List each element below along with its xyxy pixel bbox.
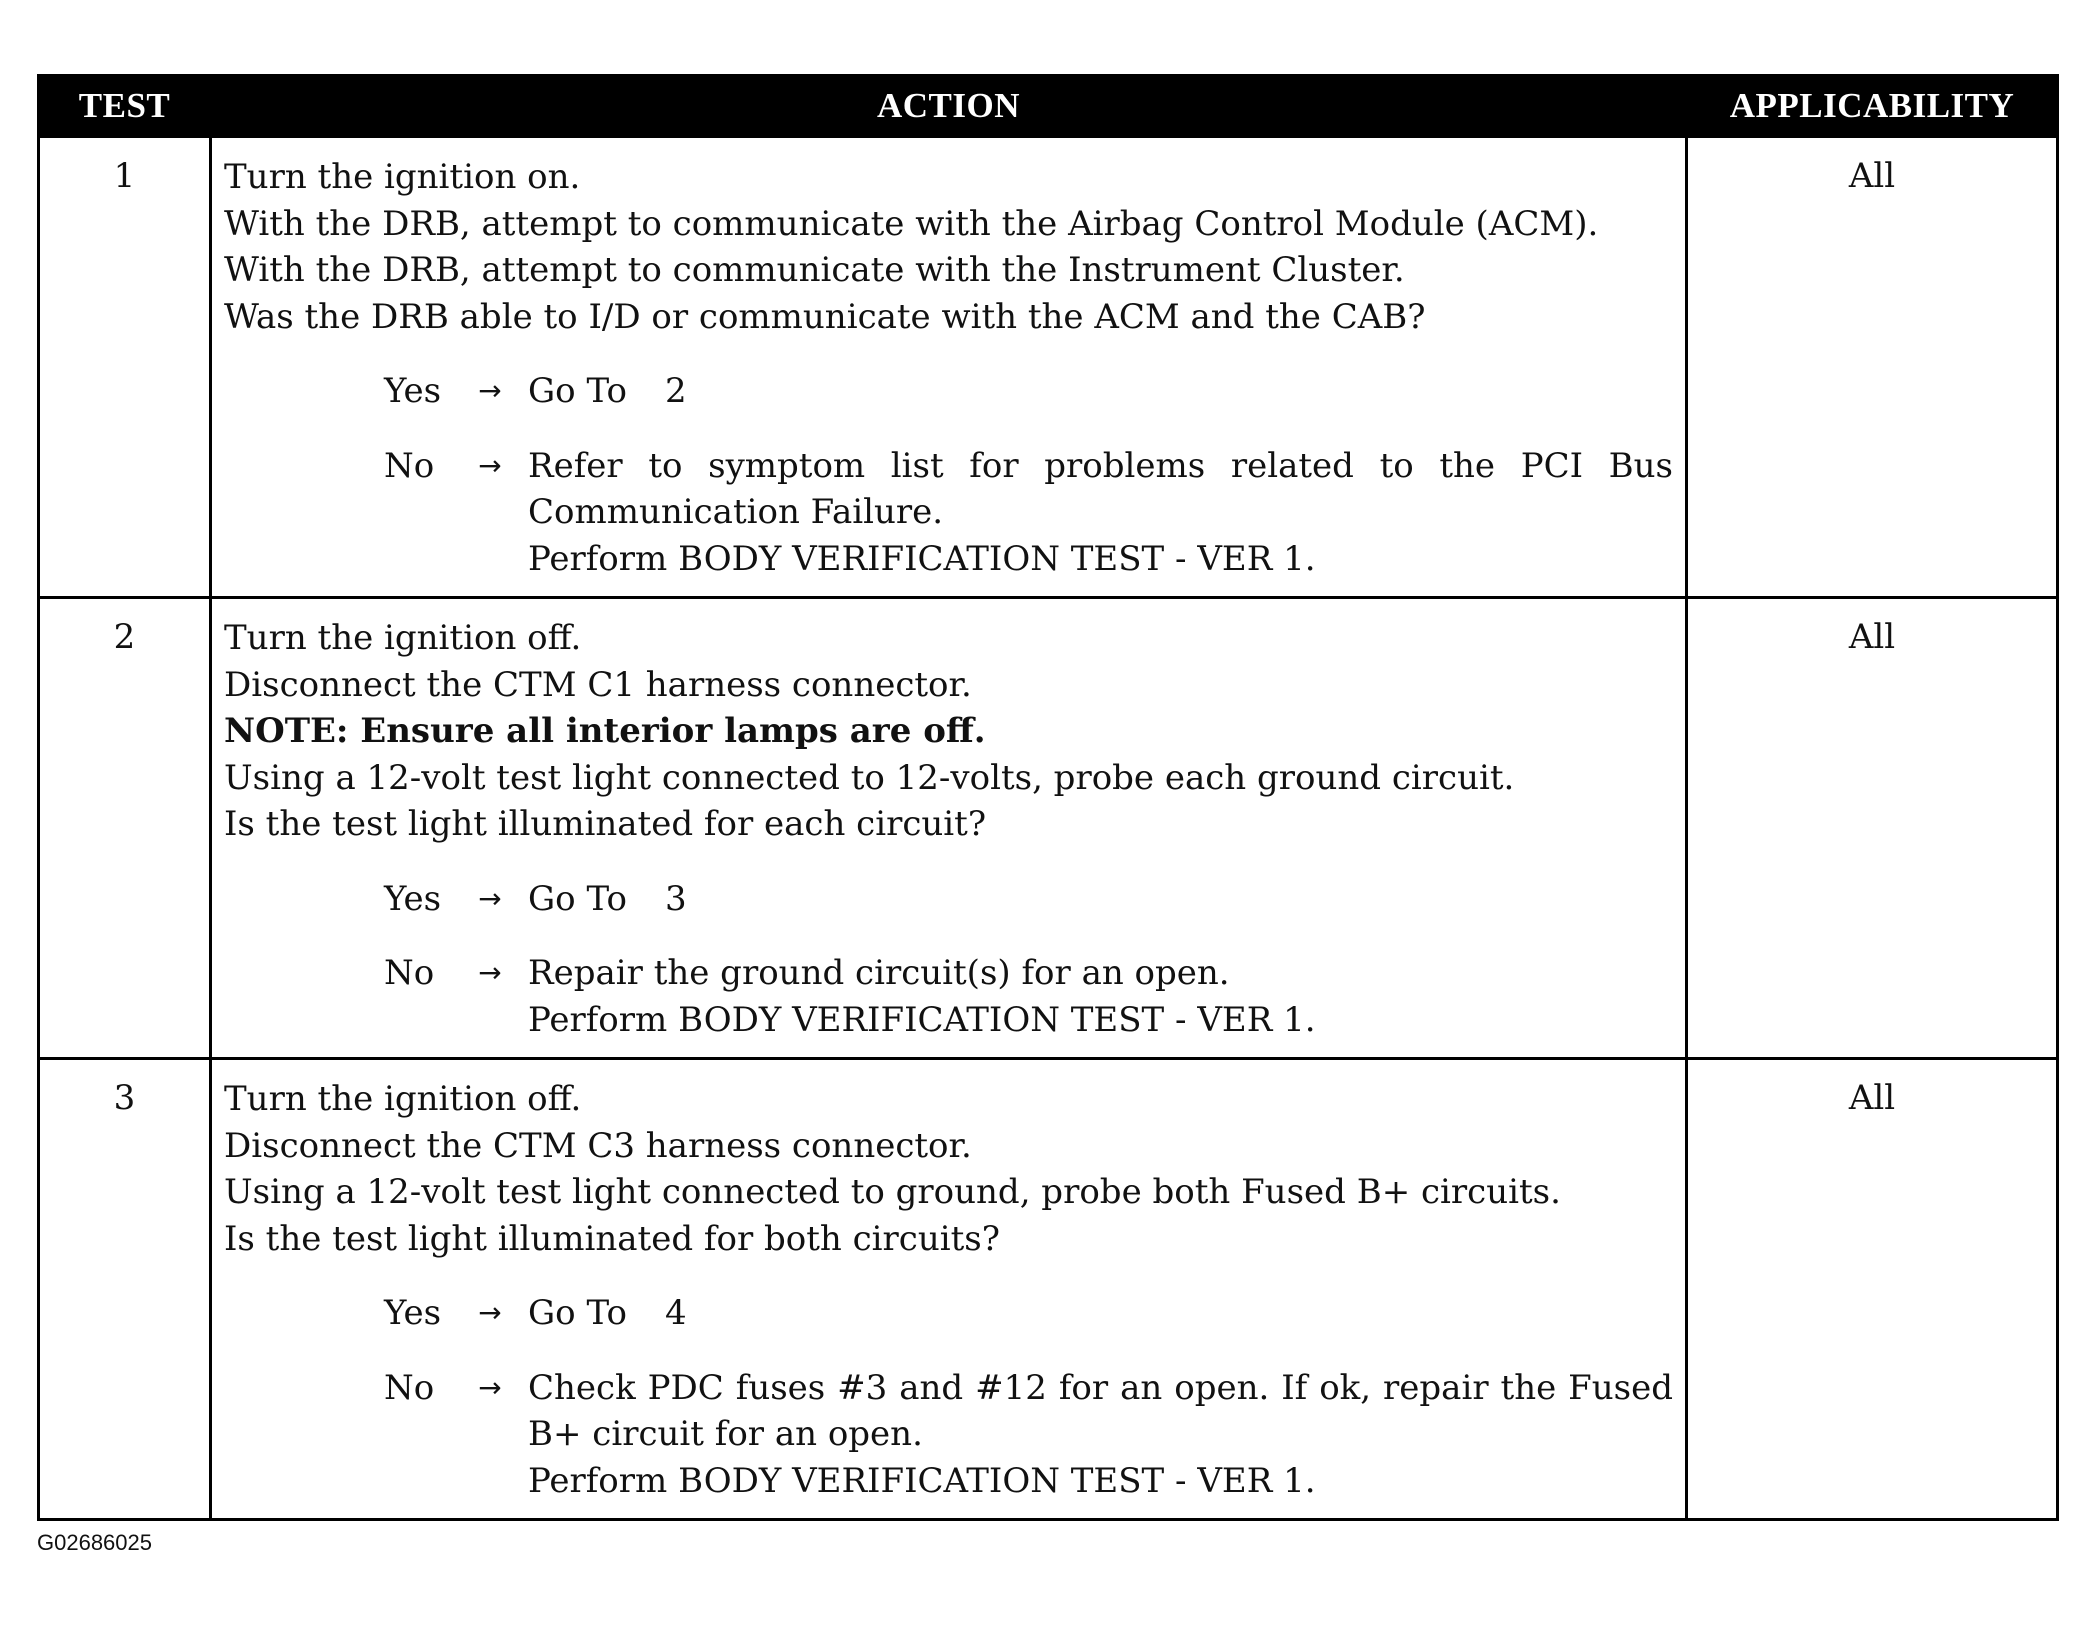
- test-number: 1: [39, 137, 211, 598]
- goto-step: 4: [664, 1293, 687, 1333]
- right-arrow-icon: →: [478, 881, 502, 915]
- yes-label: Yes: [384, 1293, 442, 1333]
- table-row: [39, 1059, 2058, 1520]
- goto-text: Go To: [528, 878, 627, 919]
- action-line: Using a 12-volt test light connected to ground, probe both Fused B+ circuits.: [224, 1172, 1561, 1212]
- no-action-text: Refer to symptom list for problems related to the PCI Bus Communication Failure.: [528, 445, 1673, 532]
- right-arrow-icon: →: [478, 374, 502, 407]
- no-branch: [384, 443, 1673, 583]
- applicability-value: All: [1687, 1059, 2058, 1520]
- goto-step: 2: [664, 371, 687, 411]
- yes-branch: [384, 1290, 1673, 1337]
- action-line: Was the DRB able to I/D or communicate with the ACM and the CAB?: [224, 296, 1426, 337]
- note-line: NOTE: Ensure all interior lamps are off.: [224, 711, 986, 751]
- right-arrow-icon: →: [478, 956, 502, 989]
- no-label: No: [384, 445, 435, 486]
- yes-label: Yes: [384, 878, 442, 919]
- figure-code: G02686025: [37, 1530, 152, 1555]
- applicability-value: All: [1687, 137, 2058, 598]
- action-line: Turn the ignition off.: [224, 618, 582, 658]
- action-line: Disconnect the CTM C3 harness connector.: [224, 1125, 972, 1166]
- goto-text: Go To: [528, 1293, 627, 1333]
- action-line: Disconnect the CTM C1 harness connector.: [224, 664, 972, 705]
- yes-label: Yes: [384, 371, 442, 411]
- action-line: Is the test light illuminated for each circuit?: [224, 804, 987, 844]
- no-action-text: Repair the ground circuit(s) for an open.: [528, 953, 1230, 993]
- header-applicability: APPLICABILITY: [1687, 76, 2058, 137]
- applicability-value: All: [1687, 598, 2058, 1059]
- table-header-row: [39, 76, 2058, 137]
- no-action-text: Check PDC fuses #3 and #12 for an open. If ok, repair the Fused B+ circuit for an open.: [528, 1367, 1673, 1454]
- header-action: ACTION: [211, 76, 1687, 137]
- action-line: With the DRB, attempt to communicate with the Airbag Control Module (ACM).: [224, 203, 1599, 244]
- test-number: 2: [39, 598, 211, 1059]
- table-row: [39, 598, 2058, 1059]
- yes-branch: [384, 368, 1673, 415]
- action-cell: [211, 598, 1687, 1059]
- action-line: With the DRB, attempt to communicate with the Instrument Cluster.: [224, 250, 1405, 290]
- test-number: 3: [39, 1059, 211, 1520]
- right-arrow-icon: →: [478, 448, 502, 482]
- no-action-text-2: Perform BODY VERIFICATION TEST - VER 1.: [528, 538, 1316, 579]
- action-cell: [211, 137, 1687, 598]
- action-line: Is the test light illuminated for both circuits?: [224, 1218, 1000, 1259]
- goto-step: 3: [664, 878, 687, 919]
- header-test: TEST: [39, 76, 211, 137]
- yes-branch: [384, 876, 1673, 923]
- no-action-text-2: Perform BODY VERIFICATION TEST - VER 1.: [528, 1460, 1316, 1501]
- table-row: [39, 137, 2058, 598]
- no-action-text-2: Perform BODY VERIFICATION TEST - VER 1.: [528, 999, 1316, 1040]
- action-line: Turn the ignition on.: [224, 157, 581, 197]
- right-arrow-icon: →: [478, 1370, 502, 1404]
- goto-text: Go To: [528, 371, 627, 411]
- right-arrow-icon: →: [478, 1296, 502, 1329]
- action-line: Using a 12-volt test light connected to 12-volts, probe each ground circuit.: [224, 757, 1515, 798]
- action-cell: [211, 1059, 1687, 1520]
- action-line: Turn the ignition off.: [224, 1079, 582, 1119]
- no-branch: [384, 950, 1673, 1043]
- diagnostic-test-table: [37, 74, 2059, 1521]
- no-label: No: [384, 953, 435, 993]
- no-label: No: [384, 1367, 435, 1408]
- no-branch: [384, 1365, 1673, 1505]
